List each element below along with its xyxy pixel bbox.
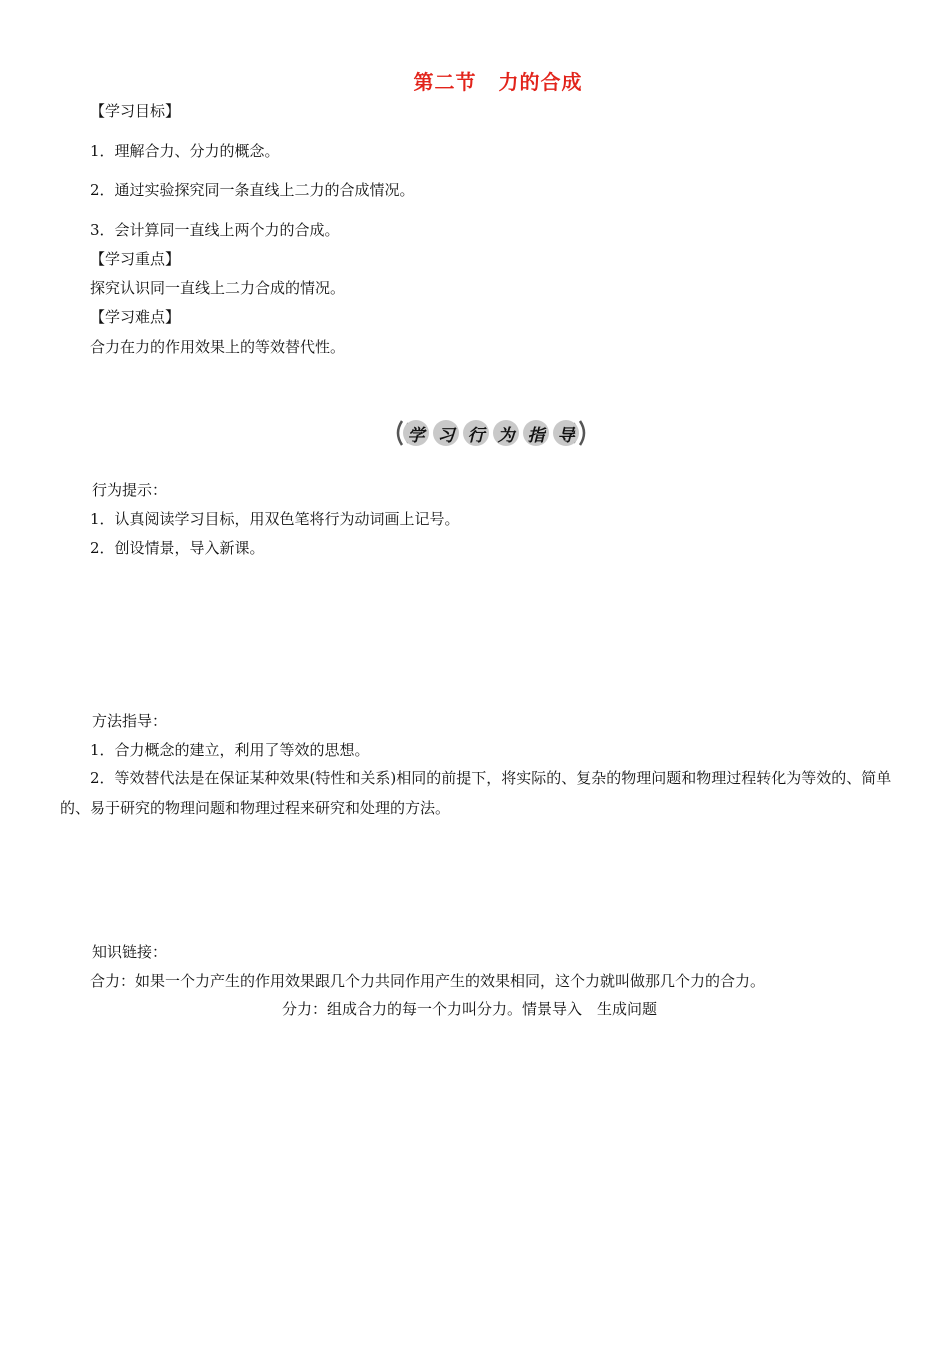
behavior-item-1: 1．认真阅读学习目标，用双色笔将行为动词画上记号。	[90, 510, 460, 528]
banner-char-3: 行	[463, 420, 489, 446]
goal-item-2: 2．通过实验探究同一条直线上二力的合成情况。	[90, 181, 415, 199]
behavior-heading: 行为提示：	[92, 481, 168, 499]
title-topic: 力的合成	[498, 70, 583, 94]
section-banner	[392, 417, 590, 449]
difficulty-heading: 【学习难点】	[90, 308, 181, 326]
method-heading: 方法指导：	[92, 712, 168, 730]
title-section: 第二节	[413, 70, 477, 94]
goal-item-3: 3．会计算同一直线上两个力的合成。	[90, 221, 340, 239]
banner-char-1: 学	[403, 420, 429, 446]
page-title	[0, 70, 950, 94]
banner-char-4: 为	[493, 420, 519, 446]
banner-char-6: 导	[553, 420, 579, 446]
knowledge-line-1: 合力：如果一个力产生的作用效果跟几个力共同作用产生的效果相同，这个力就叫做那几个力的合力。	[90, 972, 766, 990]
goals-heading: 【学习目标】	[90, 102, 181, 120]
banner-char-2: 习	[433, 420, 459, 446]
goal-item-1: 1．理解合力、分力的概念。	[90, 142, 280, 160]
focus-heading: 【学习重点】	[90, 250, 181, 268]
method-item-1: 1．合力概念的建立，利用了等效的思想。	[90, 741, 370, 759]
method-item-2: 2．等效替代法是在保证某种效果(特性和关系)相同的前提下，将实际的、复杂的物理问题和物理过程转化为等效的、简单的、易于研究的物理问题和物理过程来研究和处理的方法。	[60, 769, 892, 817]
knowledge-line-2: 分力：组成合力的每一个力叫分力。情景导入 生成问题	[282, 1000, 658, 1018]
behavior-item-2: 2．创设情景，导入新课。	[90, 539, 265, 557]
difficulty-text: 合力在力的作用效果上的等效替代性。	[90, 338, 346, 356]
focus-text: 探究认识同一直线上二力合成的情况。	[90, 279, 346, 297]
knowledge-heading: 知识链接：	[92, 943, 168, 961]
banner-char-5: 指	[523, 420, 549, 446]
